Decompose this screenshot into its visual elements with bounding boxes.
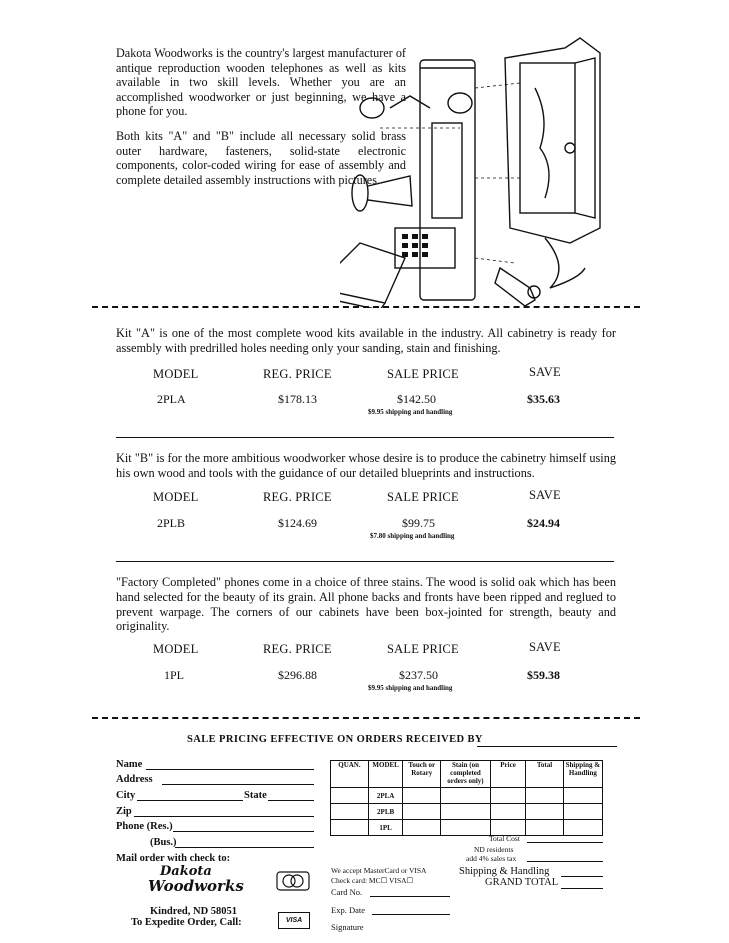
sales-tax-field[interactable] [527, 861, 603, 862]
kit-b-shipping: $7.80 shipping and handling [370, 532, 455, 540]
separator-dashed [92, 717, 640, 719]
kit-a-model: 2PLA [157, 392, 186, 406]
shipping-cell[interactable] [563, 788, 602, 804]
telephone-exploded-illustration [340, 28, 640, 308]
grand-total-field[interactable] [561, 888, 603, 889]
kit-b-model: 2PLB [157, 516, 186, 530]
mail-order-label: Mail order with check to: [116, 853, 231, 864]
col-model-heading: MODEL [153, 490, 199, 504]
separator-rule [116, 561, 614, 562]
sale-pricing-heading: SALE PRICING EFFECTIVE ON ORDERS RECEIVED BY [187, 734, 483, 745]
order-table [330, 760, 603, 836]
model-header: MODEL [368, 761, 402, 788]
touch-rotary-input[interactable] [403, 804, 441, 820]
table-row [331, 788, 603, 804]
kit-b-reg-price: $124.69 [278, 516, 317, 530]
model-cell: 2PLB [368, 804, 402, 820]
phone-res-field[interactable] [173, 831, 314, 832]
zip-field[interactable] [134, 816, 314, 817]
stain-input[interactable] [441, 804, 491, 820]
col-model-heading: MODEL [153, 367, 199, 381]
shipping-handling-field[interactable] [561, 876, 603, 877]
touch-rotary-input[interactable] [403, 820, 441, 836]
name-label: Name [116, 759, 143, 770]
kit-a-description: Kit "A" is one of the most complete wood kits available in the industry. All cabinetry is ready for assembly with predrilled holes needing only your sanding, stain and finishing. [116, 326, 616, 355]
state-field[interactable] [268, 800, 314, 801]
intro-paragraph-2: Both kits "A" and "B" include all necessary solid brass outer hardware, fasteners, solid-state electronic components, color-coded wiring for ease of assembly and complete detailed assembly instructions with pictures. [116, 128, 406, 187]
logo-line-2: Woodworks [148, 877, 244, 895]
col-save-heading: SAVE [529, 365, 561, 379]
exp-date-label: Exp. Date [331, 905, 365, 915]
shipping-cell[interactable] [563, 804, 602, 820]
phone-res-label: Phone (Res.) [116, 821, 173, 832]
quantity-input[interactable] [331, 788, 369, 804]
kit-b-sale-price: $99.75 [402, 516, 435, 530]
intro-paragraph-1: Dakota Woodworks is the country's largest manufacturer of antique reproduction wooden telephones as well as kits available in two skill levels. Whether you are an accomplished woodworker or just beginning, we have a phone for you. [116, 46, 406, 119]
quantity-input[interactable] [331, 820, 369, 836]
zip-label: Zip [116, 806, 132, 817]
factory-save: $59.38 [527, 668, 560, 682]
model-cell: 1PL [368, 820, 402, 836]
nd-residents-label: ND residents [474, 845, 514, 854]
total-cell[interactable] [526, 804, 563, 820]
col-reg-price-heading: REG. PRICE [263, 642, 332, 656]
sale-date-line[interactable] [477, 746, 617, 747]
table-row [331, 804, 603, 820]
col-reg-price-heading: REG. PRICE [263, 367, 332, 381]
grand-total-label: GRAND TOTAL [485, 877, 559, 888]
shipping-handling-label: Shipping & Handling [459, 866, 550, 877]
table-row [331, 820, 603, 836]
total-cell[interactable] [526, 788, 563, 804]
touch-rotary-header: Touch or Rotary [403, 761, 441, 788]
factory-reg-price: $296.88 [278, 668, 317, 682]
logo-line-1: Dakota [160, 864, 212, 879]
col-sale-price-heading: SALE PRICE [387, 642, 459, 656]
separator-dashed [92, 306, 640, 308]
card-number-label: Card No. [331, 887, 363, 897]
kit-a-shipping: $9.95 shipping and handling [368, 408, 453, 416]
accept-cards-text: We accept MasterCard or VISA [331, 866, 427, 875]
check-card-text: Check card: MC☐ VISA☐ [331, 876, 414, 885]
model-cell: 2PLA [368, 788, 402, 804]
quan-header: QUAN. [331, 761, 369, 788]
kit-a-reg-price: $178.13 [278, 392, 317, 406]
phone-bus-field[interactable] [175, 847, 314, 848]
factory-sale-price: $237.50 [399, 668, 438, 682]
card-number-field[interactable] [370, 896, 450, 897]
signature-label: Signature [331, 922, 364, 932]
shipping-header: Shipping & Handling [563, 761, 602, 788]
exp-date-field[interactable] [372, 914, 450, 915]
visa-icon: VISA [278, 912, 310, 929]
col-reg-price-heading: REG. PRICE [263, 490, 332, 504]
price-header: Price [490, 761, 526, 788]
stain-input[interactable] [441, 820, 491, 836]
total-header: Total [526, 761, 563, 788]
total-cost-label: Total Cost [489, 834, 520, 843]
city-label: City [116, 790, 136, 801]
factory-shipping: $9.95 shipping and handling [368, 684, 453, 692]
city-field[interactable] [137, 800, 243, 801]
kit-b-description: Kit "B" is for the more ambitious woodworker whose desire is to produce the cabinetry himself using his own wood and tools with the guidance of our detailed blueprints and instructions. [116, 451, 616, 480]
address-field[interactable] [162, 784, 314, 785]
price-cell[interactable] [490, 804, 526, 820]
col-save-heading: SAVE [529, 640, 561, 654]
touch-rotary-input[interactable] [403, 788, 441, 804]
sales-tax-label: add 4% sales tax [466, 854, 517, 863]
total-cell[interactable] [526, 820, 563, 836]
col-sale-price-heading: SALE PRICE [387, 490, 459, 504]
mastercard-icon [276, 871, 310, 891]
address-label: Address [116, 774, 153, 785]
stain-input[interactable] [441, 788, 491, 804]
location-text: Kindred, ND 58051 [150, 906, 238, 917]
dakota-woodworks-logo [148, 864, 264, 904]
kit-b-save: $24.94 [527, 516, 560, 530]
separator-rule [116, 437, 614, 438]
state-label: State [244, 790, 267, 801]
expedite-text: To Expedite Order, Call: [131, 917, 242, 928]
price-cell[interactable] [490, 788, 526, 804]
stain-header: Stain (on completed orders only) [441, 761, 491, 788]
col-model-heading: MODEL [153, 642, 199, 656]
factory-model: 1PL [164, 668, 185, 682]
kit-a-save: $35.63 [527, 392, 560, 406]
shipping-cell[interactable] [563, 820, 602, 836]
kit-a-sale-price: $142.50 [397, 392, 436, 406]
name-field[interactable] [146, 769, 314, 770]
factory-completed-description: "Factory Completed" phones come in a choice of three stains. The wood is solid oak which has been hand selected for the beauty of its grain. All phone backs and fronts have been ripped and reglued to prevent warpage. The corners of our cabinets have been box-jointed for strength, beauty and originality. [116, 575, 616, 634]
phone-bus-label: (Bus.) [150, 837, 177, 848]
col-sale-price-heading: SALE PRICE [387, 367, 459, 381]
col-save-heading: SAVE [529, 488, 561, 502]
quantity-input[interactable] [331, 804, 369, 820]
total-cost-field[interactable] [527, 842, 603, 843]
